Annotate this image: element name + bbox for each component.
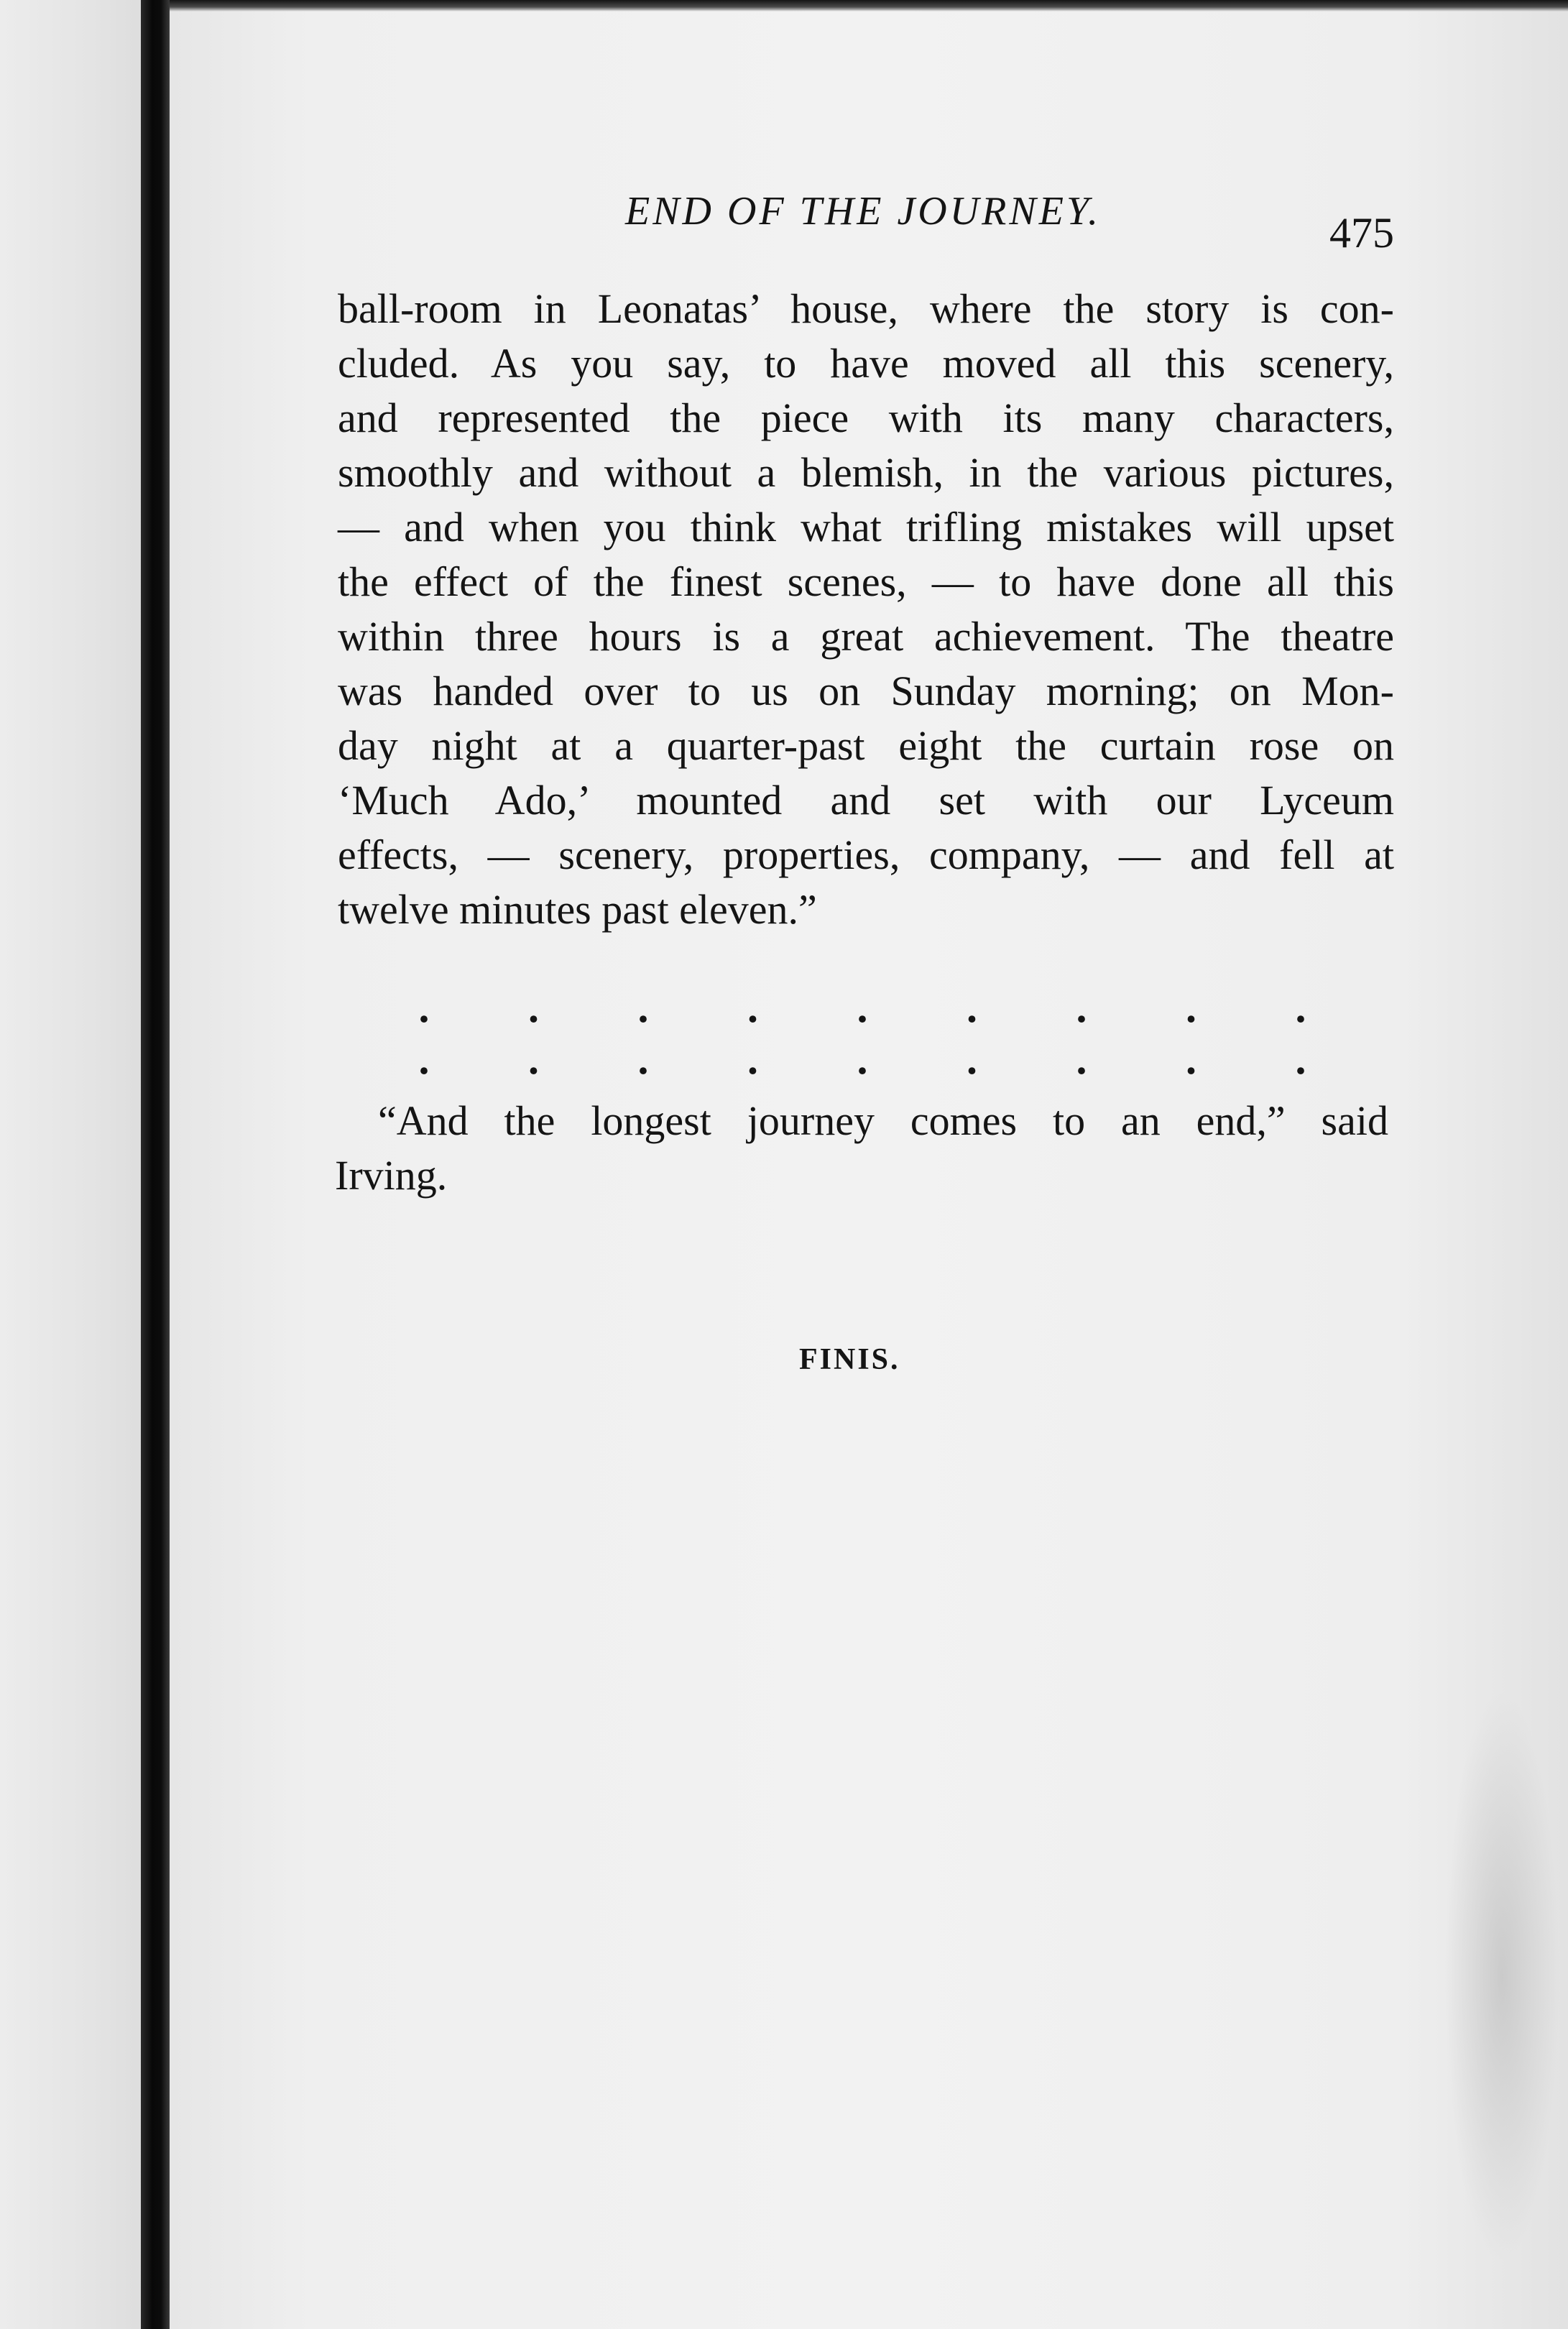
dot: . [1295, 1036, 1306, 1083]
text-line: cluded. As you say, to have moved all this scenery, [338, 340, 1394, 387]
dot: . [967, 1036, 977, 1083]
closing-paragraph [335, 1094, 1388, 1203]
page-top-edge [170, 0, 1568, 11]
dot: . [857, 1036, 868, 1083]
dot: . [1076, 1036, 1087, 1083]
dot: . [747, 1036, 758, 1083]
running-title: END OF THE JOURNEY. [625, 189, 1101, 234]
dot: . [1186, 1036, 1196, 1083]
book-gutter [141, 0, 170, 2329]
text-line: the effect of the finest scenes, — to have done all this [338, 558, 1394, 605]
dot: . [418, 1036, 430, 1083]
dot: . [528, 1036, 539, 1083]
text-line: within three hours is a great achievement. The theatre [338, 613, 1394, 660]
dot: . [1076, 984, 1087, 1031]
text-line: Irving. [335, 1152, 448, 1199]
text-line: effects, — scenery, properties, company, — and fell at [338, 831, 1394, 878]
dot: . [1186, 984, 1196, 1031]
text-line: smoothly and without a blemish, in the various pictures, [338, 449, 1394, 496]
section-break-dots-row-2 [417, 1035, 1308, 1084]
dot: . [967, 984, 977, 1031]
finis-label: FINIS. [799, 1343, 900, 1376]
text-line: — and when you think what trifling mistakes will upset [338, 504, 1394, 550]
dot: . [747, 984, 758, 1031]
dot: . [637, 1036, 649, 1083]
left-margin [0, 0, 151, 2329]
dot: . [418, 984, 430, 1031]
dot: . [637, 984, 649, 1031]
dot: . [528, 984, 539, 1031]
page-number: 475 [1329, 209, 1394, 257]
body-paragraph [338, 282, 1394, 937]
text-line: “And the longest journey comes to an end,” said [378, 1097, 1388, 1144]
text-line: twelve minutes past eleven.” [338, 886, 817, 933]
text-line: and represented the piece with its many characters, [338, 395, 1394, 441]
text-line: day night at a quarter-past eight the curtain rose on [338, 722, 1394, 769]
text-line: was handed over to us on Sunday morning; on Mon- [338, 668, 1394, 714]
page-stain [1444, 1689, 1559, 2264]
dot: . [857, 984, 868, 1031]
text-line: ball-room in Leonatas’ house, where the story is con- [338, 285, 1394, 332]
section-break-dots-row-1 [417, 983, 1308, 1033]
text-line: ‘Much Ado,’ mounted and set with our Lyceum [338, 777, 1394, 824]
dot: . [1295, 984, 1306, 1031]
